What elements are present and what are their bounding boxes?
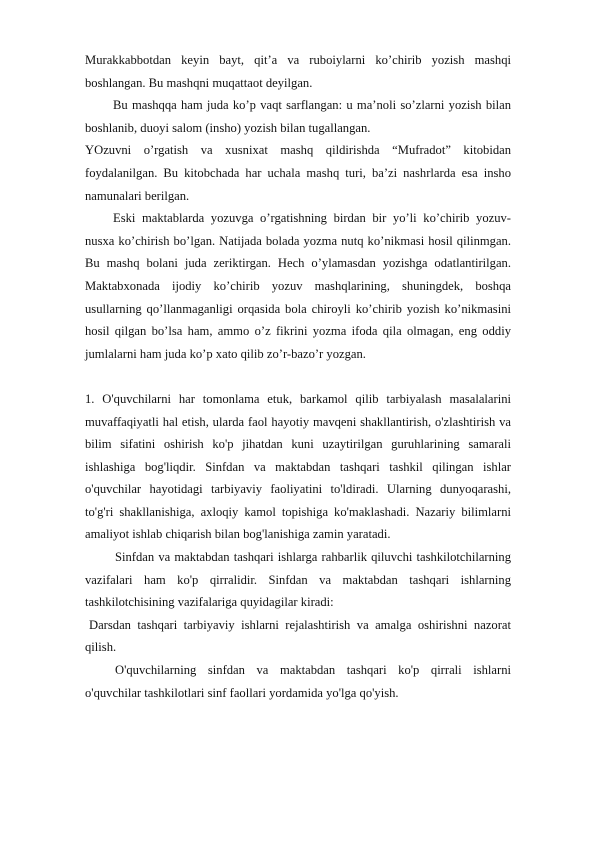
paragraph-muqattaot: Murakkabbotdan keyin bayt, qit’a va ruboiylarni ko’chirib yozish mashqi boshlangan. Bu mashqni muqattaot deyilgan.	[85, 53, 511, 90]
paragraph-mufradot: YOzuvni o’rgatish va xusnixat mashq qildirishda “Mufradot” kitobidan foydalanilgan. Bu kitobchada har uchala mashq turi, ba’zi nashrlarda esa insho namunalari berilgan.	[85, 143, 511, 203]
paragraph-numbered-1: 1. O'quvchilarni har tomonlama etuk, barkamol qilib tarbiyalash masalalarini muvaffaqiyatli hal etish, ularda faol hayotiy mavqeni shakllantirish, o'zlashtirish va bilim sifatini oshirish ko'p jihatdan kuni uzaytirilgan guruhlarining samarali ishlashiga bog'liqdir. Sinfdan va maktabdan tashqari tashkil qilingan ishlar o'quvchilar hayotidagi tarbiyaviy faoliyatini to'ldiradi. Ularning dunyoqarashi, to'g'ri shakllanishiga, axloqiy kamol topishiga ko'maklashadi. Nazariy bilimlarni amaliyot ishlab chiqarish bilan bog'lanishiga zamin yaratadi.	[85, 391, 511, 542]
document-page	[85, 49, 511, 704]
paragraph-oquvchilar: O'quvchilarning sinfdan va maktabdan tashqari ko'p qirrali ishlarni o'quvchilar tashkilotlari sinf faollari yordamida yo'lga qo'yish.	[85, 663, 511, 700]
paragraph-mashq-vaqt: Bu mashqqa ham juda ko’p vaqt sarflangan: u ma’noli so’zlarni yozish bilan boshlanib, duoyi salom (insho) yozish bilan tugallangan.	[85, 98, 511, 135]
paragraph-tashkilotchilar: Sinfdan va maktabdan tashqari ishlarga rahbarlik qiluvchi tashkilotchilarning vazifalari ham ko'p qirralidir. Sinfdan va maktabdan tashqari ishlarning tashkilotchisining vazifalariga quyidagilar kiradi:	[85, 550, 511, 610]
paragraph-rejalashtirish: Darsdan tashqari tarbiyaviy ishlarni rejalashtirish va amalga oshirishni nazorat qilish.	[85, 617, 511, 655]
blank-line	[85, 365, 511, 388]
paragraph-eski-maktablar: Eski maktablarda yozuvga o’rgatishning birdan bir yo’li ko’chirib yozuv-nusxa ko’chirish bo’lgan. Natijada bolada yozma nutq ko’nikmasi hosil qilinmgan. Bu mashq bolani juda zeriktirgan. Hech o’ylamasdan yozishga odatlantirilgan. Maktabxonada ijodiy ko’chirib yozuv mashqlarining, shuningdek, boshqa usullarning qo’llanmaganligi orqasida bola chiroyli ko’chirib yozish ko’nikmasini hosil qilgan bo’lsa ham, ammo o’z fikrini yozma ifoda qila olmagan, eng oddiy jumlalarni ham juda ko’p xato qilib zo’r-bazo’r yozgan.	[85, 211, 511, 361]
